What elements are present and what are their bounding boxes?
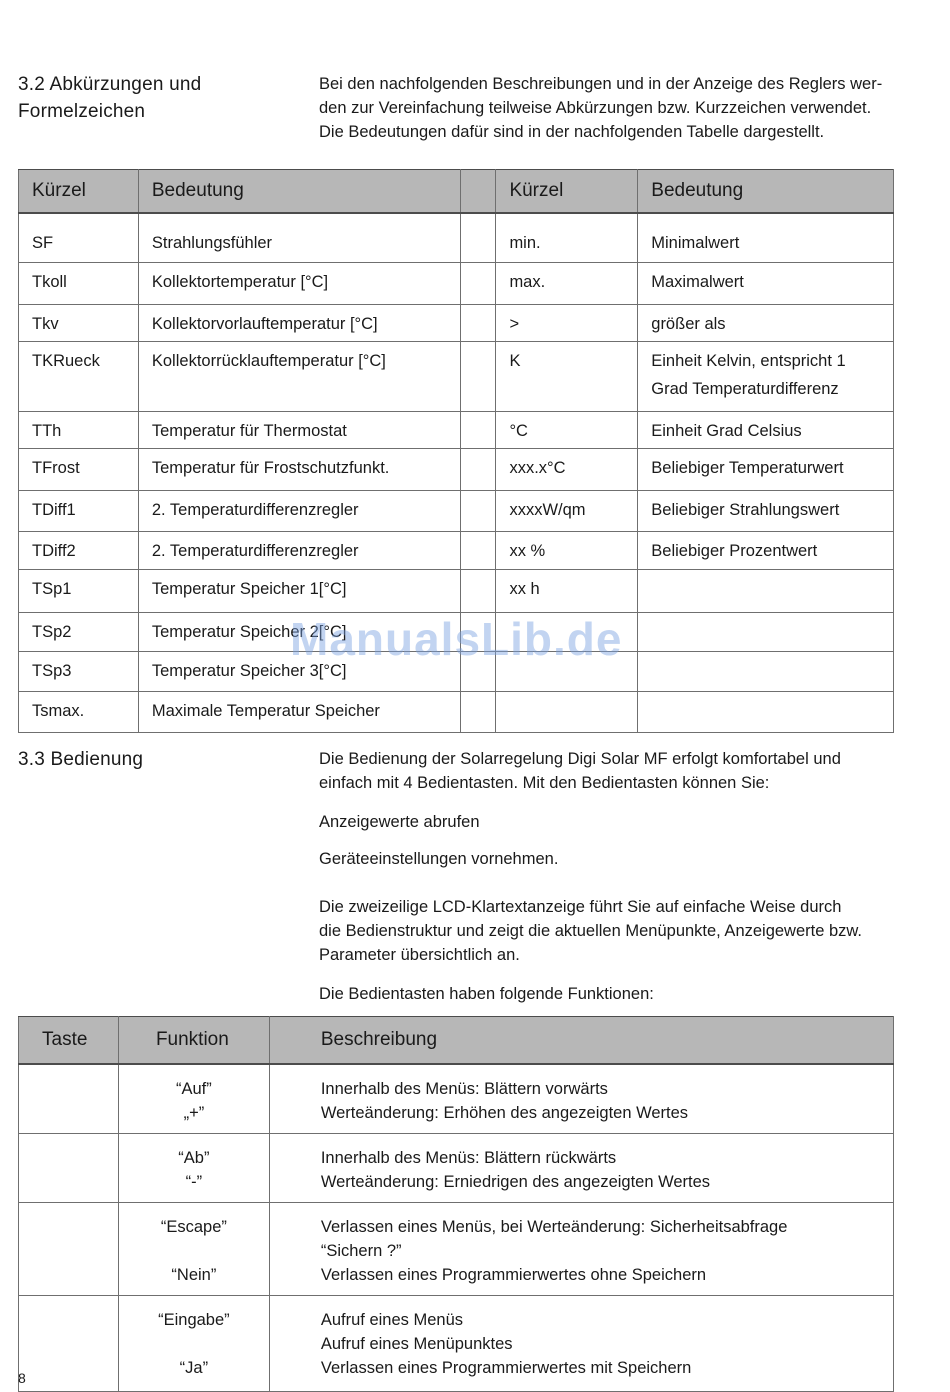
function-label (119, 1239, 269, 1263)
meaning-cell (138, 341, 460, 411)
cell-text: xxxxW/qm (509, 500, 586, 519)
abbreviation-cell (496, 304, 638, 341)
abbreviation-cell (19, 651, 139, 691)
key-function-table (18, 1016, 894, 1392)
cell-text: Temperatur Speicher 2[°C] (151, 622, 347, 641)
abbreviation-cell (496, 262, 638, 304)
cell-text: xxx.x°C (509, 458, 566, 477)
function-cell (118, 1134, 269, 1203)
cell-text: Einheit Grad Celsius (651, 421, 802, 440)
cell-text: Beliebiger Prozentwert (651, 541, 818, 560)
cell-text: TSp2 (32, 622, 72, 641)
cell-text: SF (32, 234, 54, 252)
function-label (119, 1332, 269, 1356)
description-cell (269, 1296, 893, 1392)
abbreviation-cell (496, 213, 638, 262)
table-row (19, 411, 894, 448)
table-row (19, 1064, 894, 1134)
abbreviation-cell (496, 531, 638, 569)
key-cell (19, 1203, 119, 1296)
cell-text: Tkv (32, 314, 59, 333)
cell-text: > (509, 314, 520, 333)
paragraph-line: den zur Vereinfachung teilweise Abkürzungen bzw. Kurzzeichen verwendet. (319, 99, 872, 117)
cell-text: TSp1 (32, 579, 72, 598)
function-cell (118, 1203, 269, 1296)
meaning-cell (638, 411, 894, 448)
cell-text: Beliebiger Temperaturwert (651, 458, 844, 477)
cell-text: xx % (509, 541, 546, 560)
table-row (19, 341, 894, 411)
paragraph-line: Bei den nachfolgenden Beschreibungen und in der Anzeige des Reglers wer- (319, 75, 883, 93)
abbreviation-cell (496, 490, 638, 531)
spacer-cell (460, 304, 496, 341)
cell-text: Tsmax. (32, 701, 85, 720)
function-label: “Nein” (171, 1266, 217, 1284)
cell-text: °C (509, 421, 528, 440)
abbreviation-cell (19, 569, 139, 612)
table-row (19, 531, 894, 569)
function-label: “Ja” (179, 1359, 209, 1377)
meaning-cell (638, 341, 894, 411)
cell-text: TTh (32, 421, 62, 440)
paragraph: Geräteeinstellungen vornehmen. (319, 850, 559, 868)
cell-text: TFrost (32, 458, 80, 477)
abbreviation-cell (19, 262, 139, 304)
function-label: “Escape” (160, 1218, 227, 1236)
header-kuerzel: Kürzel (19, 170, 139, 214)
paragraph-line: Die Bedeutungen dafür sind in der nachfolgenden Tabelle dargestellt. (319, 123, 825, 141)
intro-paragraph (319, 72, 899, 144)
spacer-cell (460, 262, 496, 304)
cell-text: Beliebiger Strahlungswert (651, 500, 840, 519)
cell-text: Kollektorrücklauftemperatur [°C] (151, 351, 386, 370)
page-number: 8 (18, 1370, 26, 1386)
meaning-cell (638, 448, 894, 490)
description-line: Verlassen eines Menüs, bei Werteänderung: Sicherheitsabfrage (320, 1218, 788, 1236)
heading-line: Formelzeichen (18, 101, 146, 122)
meaning-cell (138, 411, 460, 448)
paragraph-line: Parameter übersichtlich an. (319, 946, 520, 964)
meaning-cell (638, 651, 894, 691)
table-row (19, 262, 894, 304)
section-heading-3-2 (18, 71, 201, 125)
meaning-cell (138, 490, 460, 531)
meaning-cell (138, 569, 460, 612)
table-row (19, 213, 894, 262)
table-row (19, 1296, 894, 1392)
meaning-cell (138, 304, 460, 341)
function-label: “Auf” (176, 1080, 212, 1098)
meaning-cell (638, 612, 894, 651)
function-cell (118, 1064, 269, 1134)
description-line: “Sichern ?” (320, 1242, 402, 1260)
cell-text: K (509, 351, 521, 370)
meaning-cell (638, 213, 894, 262)
abbreviation-cell (19, 448, 139, 490)
table-header-row (19, 1017, 894, 1065)
cell-text: Minimalwert (651, 234, 740, 252)
abbreviation-cell (19, 612, 139, 651)
description-line: Aufruf eines Menüs (320, 1311, 464, 1329)
watermark: ManualsLib.de (290, 613, 623, 665)
cell-text: 2. Temperaturdifferenzregler (151, 500, 359, 519)
key-cell (19, 1296, 119, 1392)
header-spacer (460, 170, 496, 214)
cell-text: Strahlungsfühler (151, 234, 273, 252)
header-taste: Taste (19, 1017, 119, 1065)
cell-text: größer als (651, 314, 726, 333)
header-bedeutung: Bedeutung (138, 170, 460, 214)
header-kuerzel: Kürzel (496, 170, 638, 214)
description-line: Verlassen eines Programmierwertes mit Speichern (320, 1359, 692, 1377)
table-row (19, 304, 894, 341)
paragraph-line: die Bedienstruktur und zeigt die aktuellen Menüpunkte, Anzeigewerte bzw. (319, 922, 863, 940)
abbreviation-cell (19, 490, 139, 531)
abbreviation-cell (19, 213, 139, 262)
meaning-cell (138, 448, 460, 490)
cell-text: Kollektortemperatur [°C] (151, 272, 329, 291)
paragraph: Anzeigewerte abrufen (319, 813, 480, 831)
cell-text: TSp3 (32, 661, 72, 680)
meaning-cell (638, 531, 894, 569)
abbreviation-cell (19, 691, 139, 732)
function-label: “Eingabe” (158, 1311, 230, 1329)
table-row (19, 1134, 894, 1203)
cell-text: Temperatur Speicher 1[°C] (151, 579, 347, 598)
abbreviation-cell (496, 448, 638, 490)
description-line: Innerhalb des Menüs: Blättern rückwärts (320, 1149, 617, 1167)
function-label: „+” (183, 1104, 205, 1122)
paragraph-line: Die zweizeilige LCD-Klartextanzeige führt Sie auf einfache Weise durch (319, 898, 842, 916)
cell-text: Kollektorvorlauftemperatur [°C] (151, 314, 378, 333)
spacer-cell (460, 448, 496, 490)
header-funktion: Funktion (118, 1017, 269, 1065)
abbreviation-cell (19, 411, 139, 448)
abbreviation-cell (496, 341, 638, 411)
description-cell (269, 1203, 893, 1296)
table-row (19, 490, 894, 531)
cell-text: 2. Temperaturdifferenzregler (151, 541, 359, 560)
spacer-cell (460, 213, 496, 262)
cell-text: Maximalwert (651, 272, 744, 291)
meaning-cell (638, 569, 894, 612)
meaning-cell (638, 490, 894, 531)
cell-text: xx h (509, 579, 540, 598)
cell-text: Temperatur für Frostschutzfunkt. (151, 458, 390, 477)
table-header-row (19, 170, 894, 214)
spacer-cell (460, 691, 496, 732)
meaning-cell (638, 304, 894, 341)
section-heading-3-3: 3.3 Bedienung (18, 749, 144, 770)
abbreviation-cell (19, 341, 139, 411)
meaning-cell (138, 213, 460, 262)
cell-text: Grad Temperaturdifferenz (651, 379, 839, 398)
abbreviation-cell (19, 531, 139, 569)
function-label: “Ab” (178, 1149, 210, 1167)
description-line: Verlassen eines Programmierwertes ohne Speichern (320, 1266, 707, 1284)
key-cell (19, 1064, 119, 1134)
meaning-cell (138, 531, 460, 569)
cell-text: Temperatur Speicher 3[°C] (151, 661, 347, 680)
abbreviation-cell (19, 304, 139, 341)
cell-text: Einheit Kelvin, entspricht 1 (651, 351, 846, 370)
abbreviation-cell (496, 569, 638, 612)
description-line: Werteänderung: Erniedrigen des angezeigten Wertes (320, 1173, 711, 1191)
cell-text: TKRueck (32, 351, 100, 370)
paragraph-line: Die Bedienung der Solarregelung Digi Solar MF erfolgt komfortabel und (319, 750, 841, 768)
key-cell (19, 1134, 119, 1203)
section-3-3-text (319, 747, 897, 1006)
description-cell (269, 1134, 893, 1203)
paragraph-line: einfach mit 4 Bedientasten. Mit den Bedientasten können Sie: (319, 774, 770, 792)
paragraph: Die Bedientasten haben folgende Funktionen: (319, 985, 654, 1003)
table-row (19, 448, 894, 490)
cell-text: min. (509, 234, 541, 252)
spacer-cell (460, 569, 496, 612)
meaning-cell (638, 262, 894, 304)
abbreviation-cell (496, 691, 638, 732)
meaning-cell (138, 262, 460, 304)
meaning-cell (638, 691, 894, 732)
heading-line: 3.2 Abkürzungen und (18, 74, 202, 95)
header-beschreibung: Beschreibung (269, 1017, 893, 1065)
description-line: Werteänderung: Erhöhen des angezeigten Wertes (320, 1104, 689, 1122)
cell-text: max. (509, 272, 546, 291)
spacer-cell (460, 341, 496, 411)
spacer-cell (460, 490, 496, 531)
description-cell (269, 1064, 893, 1134)
spacer-cell (460, 531, 496, 569)
meaning-cell (138, 691, 460, 732)
description-line: Aufruf eines Menüpunktes (320, 1335, 513, 1353)
table-row (19, 569, 894, 612)
cell-text: Maximale Temperatur Speicher (151, 701, 380, 720)
spacer-cell (460, 411, 496, 448)
cell-text: Temperatur für Thermostat (151, 421, 347, 440)
abbreviation-cell (496, 411, 638, 448)
description-line: Innerhalb des Menüs: Blättern vorwärts (320, 1080, 608, 1098)
function-cell (118, 1296, 269, 1392)
cell-text: TDiff2 (32, 541, 76, 560)
cell-text: TDiff1 (32, 500, 76, 519)
table-row (19, 691, 894, 732)
function-label: “-” (185, 1173, 203, 1191)
table-row (19, 1203, 894, 1296)
header-bedeutung: Bedeutung (638, 170, 894, 214)
cell-text: Tkoll (32, 272, 67, 291)
